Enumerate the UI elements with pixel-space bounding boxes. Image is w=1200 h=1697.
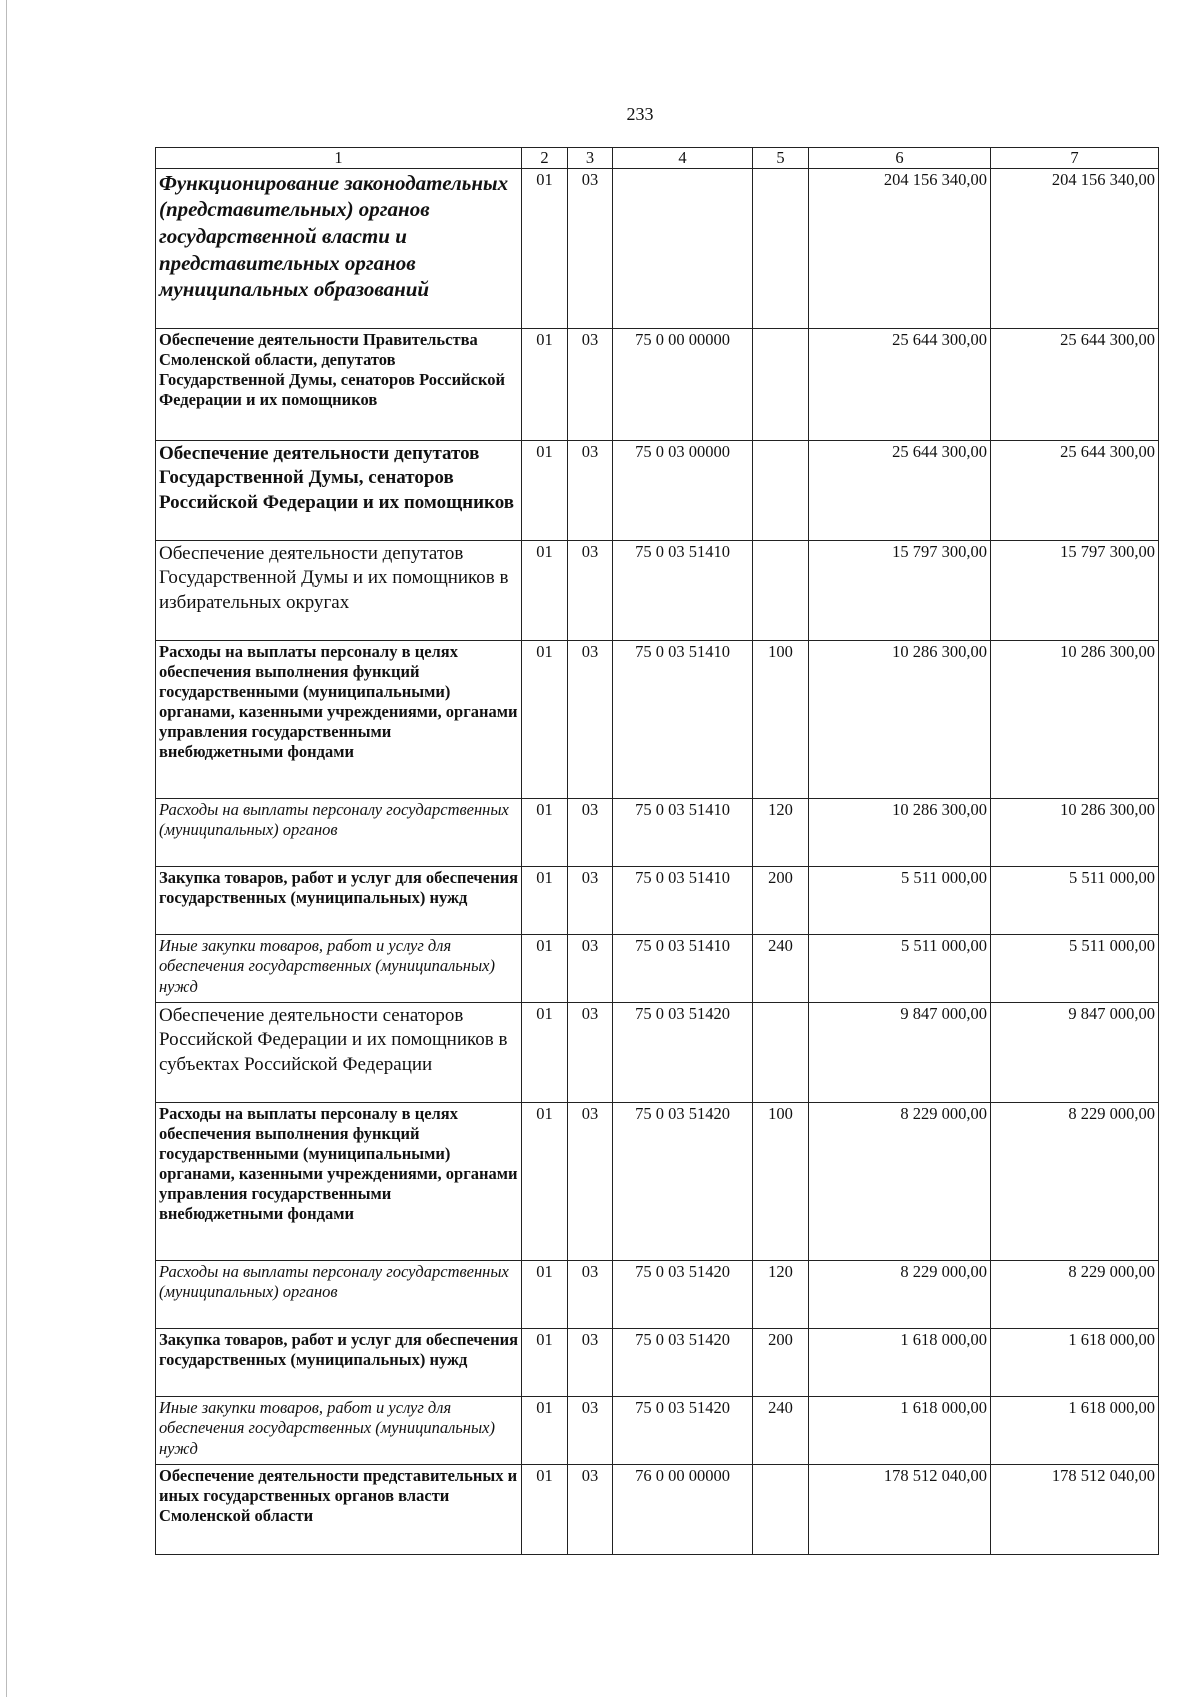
table-row	[156, 934, 1159, 1002]
amount-year-1-cell: 10 286 300,00	[809, 640, 991, 798]
section-code-cell: 01	[522, 168, 568, 328]
row-name-cell: Расходы на выплаты персоналу государственных (муниципальных) органов	[156, 1260, 522, 1328]
row-name-cell: Расходы на выплаты персоналу в целях обеспечения выполнения функций государственными (муниципальными) органами, казенными учреждениями, органами управления государственными внебюджетными фондами	[156, 640, 522, 798]
table-row	[156, 1328, 1159, 1396]
target-article-cell: 75 0 03 51410	[613, 640, 753, 798]
subsection-code-cell: 03	[568, 540, 613, 640]
section-code-cell: 01	[522, 866, 568, 934]
table-row	[156, 866, 1159, 934]
table-row	[156, 798, 1159, 866]
row-name-cell: Функционирование законодательных (представительных) органов государственной власти и представительных органов муниципальных образований	[156, 168, 522, 328]
expense-type-cell: 240	[753, 934, 809, 1002]
expense-type-cell	[753, 540, 809, 640]
table-row	[156, 328, 1159, 440]
column-header-3: 3	[568, 148, 613, 169]
target-article-cell: 75 0 03 51420	[613, 1328, 753, 1396]
row-name-cell: Расходы на выплаты персоналу в целях обеспечения выполнения функций государственными (муниципальными) органами, казенными учреждениями, органами управления государственными внебюджетными фондами	[156, 1102, 522, 1260]
expense-type-cell: 120	[753, 1260, 809, 1328]
column-header-6: 6	[809, 148, 991, 169]
expense-type-cell: 200	[753, 866, 809, 934]
amount-year-2-cell: 8 229 000,00	[991, 1102, 1159, 1260]
subsection-code-cell: 03	[568, 1464, 613, 1554]
amount-year-2-cell: 9 847 000,00	[991, 1002, 1159, 1102]
row-name-cell: Обеспечение деятельности депутатов Государственной Думы и их помощников в избирательных округах	[156, 540, 522, 640]
amount-year-1-cell: 9 847 000,00	[809, 1002, 991, 1102]
column-number-row	[156, 148, 1159, 169]
row-name-cell: Иные закупки товаров, работ и услуг для обеспечения государственных (муниципальных) нужд	[156, 1396, 522, 1464]
amount-year-2-cell: 10 286 300,00	[991, 798, 1159, 866]
target-article-cell: 75 0 03 51420	[613, 1260, 753, 1328]
expense-type-cell: 100	[753, 640, 809, 798]
expense-type-cell	[753, 168, 809, 328]
column-header-4: 4	[613, 148, 753, 169]
column-header-1: 1	[156, 148, 522, 169]
row-name-cell: Обеспечение деятельности депутатов Государственной Думы, сенаторов Российской Федерации и их помощников	[156, 440, 522, 540]
amount-year-2-cell: 15 797 300,00	[991, 540, 1159, 640]
section-code-cell: 01	[522, 328, 568, 440]
section-code-cell: 01	[522, 1002, 568, 1102]
subsection-code-cell: 03	[568, 1002, 613, 1102]
subsection-code-cell: 03	[568, 168, 613, 328]
table-row	[156, 1102, 1159, 1260]
table-row	[156, 440, 1159, 540]
expense-type-cell	[753, 440, 809, 540]
amount-year-2-cell: 8 229 000,00	[991, 1260, 1159, 1328]
amount-year-2-cell: 178 512 040,00	[991, 1464, 1159, 1554]
target-article-cell: 75 0 00 00000	[613, 328, 753, 440]
row-name-cell: Закупка товаров, работ и услуг для обеспечения государственных (муниципальных) нужд	[156, 866, 522, 934]
column-header-7: 7	[991, 148, 1159, 169]
column-header-5: 5	[753, 148, 809, 169]
row-name-cell: Обеспечение деятельности сенаторов Российской Федерации и их помощников в субъектах Российской Федерации	[156, 1002, 522, 1102]
amount-year-1-cell: 10 286 300,00	[809, 798, 991, 866]
table-row	[156, 1260, 1159, 1328]
target-article-cell: 75 0 03 51420	[613, 1002, 753, 1102]
section-code-cell: 01	[522, 1102, 568, 1260]
section-code-cell: 01	[522, 640, 568, 798]
amount-year-2-cell: 1 618 000,00	[991, 1328, 1159, 1396]
target-article-cell: 75 0 03 51420	[613, 1396, 753, 1464]
expense-type-cell: 100	[753, 1102, 809, 1260]
table-row	[156, 1002, 1159, 1102]
page-number: 233	[626, 104, 654, 124]
row-name-cell: Расходы на выплаты персоналу государственных (муниципальных) органов	[156, 798, 522, 866]
row-name-cell: Обеспечение деятельности Правительства Смоленской области, депутатов Государственной Думы, сенаторов Российской Федерации и их помощников	[156, 328, 522, 440]
amount-year-1-cell: 5 511 000,00	[809, 934, 991, 1002]
amount-year-2-cell: 204 156 340,00	[991, 168, 1159, 328]
target-article-cell: 75 0 03 51410	[613, 934, 753, 1002]
scan-edge-line	[6, 0, 7, 1697]
subsection-code-cell: 03	[568, 1102, 613, 1260]
target-article-cell: 75 0 03 00000	[613, 440, 753, 540]
expense-type-cell	[753, 1002, 809, 1102]
subsection-code-cell: 03	[568, 1328, 613, 1396]
target-article-cell: 76 0 00 00000	[613, 1464, 753, 1554]
subsection-code-cell: 03	[568, 440, 613, 540]
amount-year-1-cell: 1 618 000,00	[809, 1396, 991, 1464]
section-code-cell: 01	[522, 1464, 568, 1554]
row-name-cell: Закупка товаров, работ и услуг для обеспечения государственных (муниципальных) нужд	[156, 1328, 522, 1396]
amount-year-2-cell: 25 644 300,00	[991, 440, 1159, 540]
column-header-2: 2	[522, 148, 568, 169]
amount-year-1-cell: 8 229 000,00	[809, 1260, 991, 1328]
subsection-code-cell: 03	[568, 640, 613, 798]
amount-year-1-cell: 178 512 040,00	[809, 1464, 991, 1554]
table-row	[156, 1464, 1159, 1554]
amount-year-1-cell: 1 618 000,00	[809, 1328, 991, 1396]
subsection-code-cell: 03	[568, 1396, 613, 1464]
table-row	[156, 640, 1159, 798]
subsection-code-cell: 03	[568, 798, 613, 866]
subsection-code-cell: 03	[568, 866, 613, 934]
budget-table	[155, 147, 1159, 1555]
amount-year-1-cell: 25 644 300,00	[809, 328, 991, 440]
amount-year-2-cell: 5 511 000,00	[991, 934, 1159, 1002]
amount-year-2-cell: 1 618 000,00	[991, 1396, 1159, 1464]
expense-type-cell: 120	[753, 798, 809, 866]
target-article-cell: 75 0 03 51410	[613, 540, 753, 640]
row-name-cell: Обеспечение деятельности представительных и иных государственных органов власти Смоленской области	[156, 1464, 522, 1554]
target-article-cell: 75 0 03 51410	[613, 866, 753, 934]
amount-year-2-cell: 5 511 000,00	[991, 866, 1159, 934]
table-body	[156, 168, 1159, 1554]
section-code-cell: 01	[522, 1396, 568, 1464]
table-row	[156, 540, 1159, 640]
amount-year-2-cell: 10 286 300,00	[991, 640, 1159, 798]
target-article-cell: 75 0 03 51410	[613, 798, 753, 866]
section-code-cell: 01	[522, 440, 568, 540]
section-code-cell: 01	[522, 1328, 568, 1396]
section-code-cell: 01	[522, 1260, 568, 1328]
amount-year-1-cell: 15 797 300,00	[809, 540, 991, 640]
amount-year-1-cell: 204 156 340,00	[809, 168, 991, 328]
section-code-cell: 01	[522, 798, 568, 866]
amount-year-2-cell: 25 644 300,00	[991, 328, 1159, 440]
table-row	[156, 1396, 1159, 1464]
amount-year-1-cell: 5 511 000,00	[809, 866, 991, 934]
expense-type-cell	[753, 328, 809, 440]
row-name-cell: Иные закупки товаров, работ и услуг для обеспечения государственных (муниципальных) нужд	[156, 934, 522, 1002]
expense-type-cell: 200	[753, 1328, 809, 1396]
amount-year-1-cell: 8 229 000,00	[809, 1102, 991, 1260]
expense-type-cell	[753, 1464, 809, 1554]
subsection-code-cell: 03	[568, 1260, 613, 1328]
amount-year-1-cell: 25 644 300,00	[809, 440, 991, 540]
subsection-code-cell: 03	[568, 328, 613, 440]
section-code-cell: 01	[522, 934, 568, 1002]
target-article-cell	[613, 168, 753, 328]
section-code-cell: 01	[522, 540, 568, 640]
expense-type-cell: 240	[753, 1396, 809, 1464]
subsection-code-cell: 03	[568, 934, 613, 1002]
table-row	[156, 168, 1159, 328]
target-article-cell: 75 0 03 51420	[613, 1102, 753, 1260]
